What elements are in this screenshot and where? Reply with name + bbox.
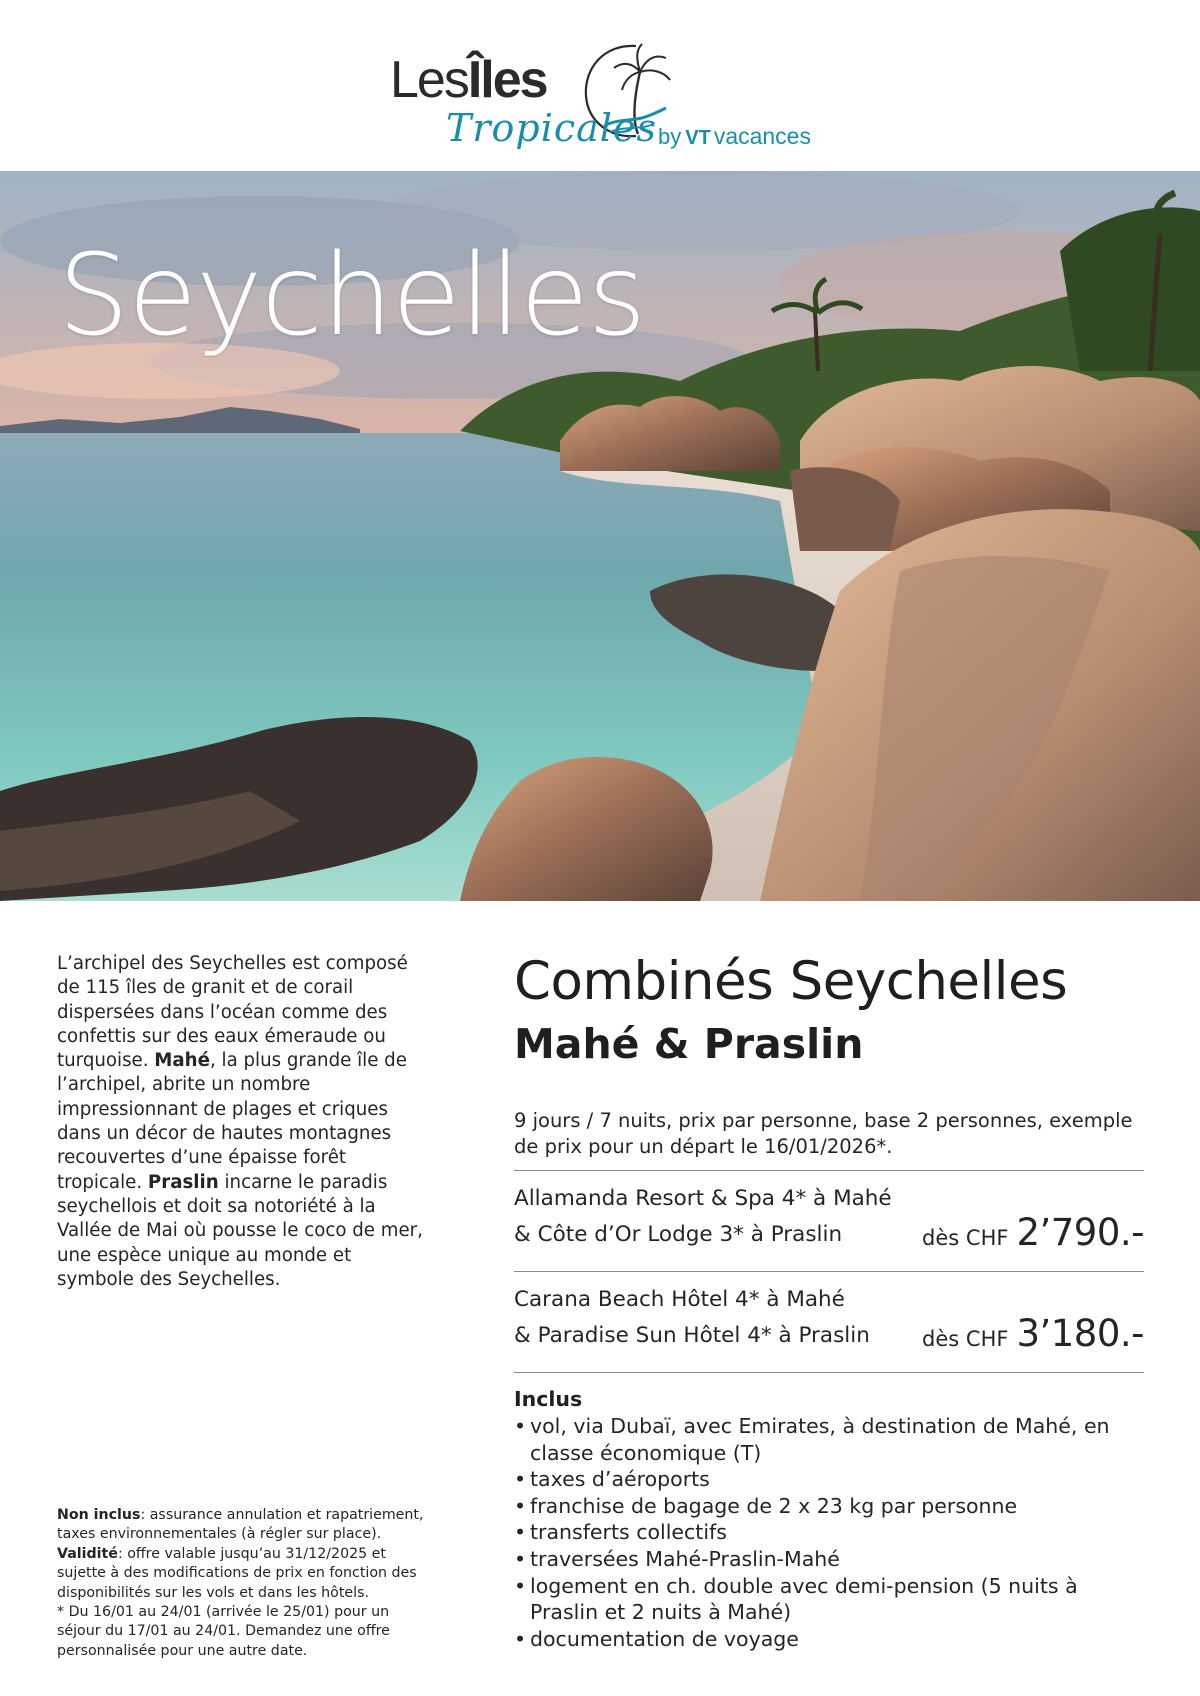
logo-vacances: vacances — [713, 123, 811, 149]
inclus-heading: Inclus — [514, 1387, 583, 1411]
note-non-inclus-label: Non inclus — [57, 1507, 141, 1523]
note-footnote: * Du 16/01 au 24/01 (arrivée le 25/01) pour un séjour du 17/01 au 24/01. Demandez une offre personnalisée pour une autre date. — [57, 1604, 390, 1659]
list-item-text: transferts collectifs — [530, 1520, 727, 1545]
hero-title: Seychelles — [58, 231, 646, 361]
intro-text-2: , la plus grande île de l’archipel, abrite un nombre impressionnant de plages et criques dans un décor de hautes montagnes recouvertes d’une épaisse forêt tropicale. — [57, 1050, 407, 1193]
brand-logo — [380, 38, 820, 168]
intro-text-1: L’archipel des Seychelles est composé de 115 îles de granit et de corail dispersées dans l’océan comme des confettis sur des eaux émeraude ou turquoise. — [57, 953, 408, 1072]
note-validite-text: : offre valable jusqu’au 31/12/2025 et sujette à des modifications de prix en fonction des disponibilités sur les vols et dans les hôtels. — [57, 1545, 417, 1601]
bullet-icon: • — [514, 1520, 527, 1545]
offer-hotel-line-2: & Côte d’Or Lodge 3* à Praslin — [514, 1222, 843, 1247]
list-item — [514, 1413, 1144, 1466]
note-validite — [57, 1545, 437, 1603]
offer-hotel-line-1: Carana Beach Hôtel 4* à Mahé — [514, 1287, 845, 1312]
offer-hotel-line-1: Allamanda Resort & Spa 4* à Mahé — [514, 1186, 892, 1211]
fine-print — [57, 1506, 437, 1661]
offer-subtitle: Mahé & Praslin — [514, 1020, 864, 1068]
bullet-icon: • — [514, 1546, 527, 1571]
list-item — [514, 1573, 1144, 1626]
intro-text-3: incarne le paradis seychellois et doit sa notoriété à la Vallée de Mai où pousse le coco de mer, une espèce unique au monde et symbole des Seychelles. — [57, 1171, 423, 1290]
list-item-text: logement en ch. double avec demi-pension (5 nuits à Praslin et 2 nuits à Mahé) — [530, 1573, 1078, 1625]
logo-iles: Îles — [467, 51, 547, 109]
list-item — [514, 1626, 1144, 1653]
offer-price — [922, 1312, 1144, 1355]
price-prefix: dès CHF — [922, 1226, 1009, 1250]
logo-by-vtvacances — [658, 123, 811, 150]
offer-hotel-line-2: & Paradise Sun Hôtel 4* à Praslin — [514, 1323, 870, 1348]
list-item — [514, 1546, 1144, 1573]
offer-row — [514, 1272, 1144, 1372]
list-item — [514, 1493, 1144, 1520]
hero-image — [0, 171, 1200, 901]
logo-tropicales: Tropicales — [446, 106, 657, 150]
list-item-text: vol, via Dubaï, avec Emirates, à destination de Mahé, en classe économique (T) — [530, 1414, 1110, 1465]
bullet-icon: • — [514, 1414, 527, 1438]
price-prefix: dès CHF — [922, 1327, 1009, 1351]
offer-price — [922, 1211, 1144, 1254]
note-validite-label: Validité — [57, 1545, 118, 1562]
list-item-text: documentation de voyage — [530, 1626, 799, 1651]
note-non-inclus-text: : assurance annulation et rapatriement, taxes environnementales (à régler sur place). — [57, 1507, 424, 1543]
list-item-text: franchise de bagage de 2 x 23 kg par personne — [530, 1493, 1018, 1518]
price-amount: 3’180.- — [1016, 1312, 1144, 1355]
bullet-icon: • — [514, 1573, 527, 1598]
logo-by-text: by — [658, 124, 682, 149]
logo-vt: VT — [685, 127, 711, 149]
bullet-icon: • — [514, 1467, 527, 1492]
bullet-icon: • — [514, 1626, 527, 1651]
offer-title: Combinés Seychelles — [514, 951, 1068, 1012]
list-item-text: taxes d’aéroports — [530, 1467, 710, 1492]
list-item-text: traversées Mahé-Praslin-Mahé — [530, 1546, 840, 1571]
divider — [514, 1372, 1144, 1373]
logo-les: Les — [390, 51, 468, 109]
offer-section — [514, 950, 1144, 1652]
intro-praslin: Praslin — [147, 1171, 219, 1193]
intro-paragraph — [57, 952, 427, 1292]
price-amount: 2’790.- — [1016, 1211, 1144, 1254]
list-item — [514, 1519, 1144, 1546]
inclus-list — [514, 1413, 1144, 1652]
intro-mahe: Mahé — [154, 1050, 210, 1072]
offer-conditions: 9 jours / 7 nuits, prix par personne, base 2 personnes, exemple de prix pour un départ le 16/01/2026*. — [514, 1109, 1133, 1158]
note-non-inclus — [57, 1506, 437, 1545]
logo-wordmark — [390, 50, 547, 110]
bullet-icon: • — [514, 1493, 527, 1518]
list-item — [514, 1466, 1144, 1493]
offer-row — [514, 1171, 1144, 1271]
